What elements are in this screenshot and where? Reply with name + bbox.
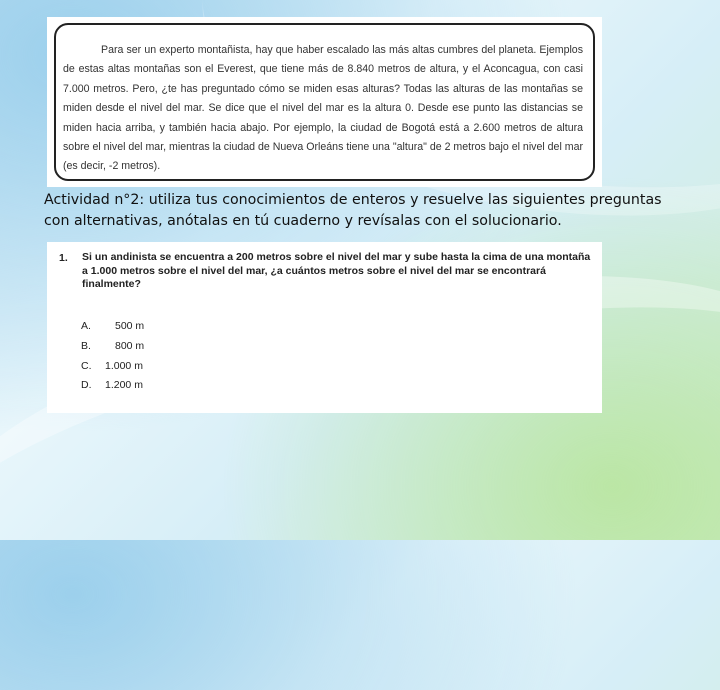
option-letter: B. xyxy=(81,340,91,352)
option-a xyxy=(81,320,175,332)
option-letter: D. xyxy=(81,379,92,391)
option-d xyxy=(81,379,165,391)
option-value: 500 m xyxy=(115,320,145,332)
option-letter: A. xyxy=(81,320,91,332)
activity-instructions: Actividad n°2: utiliza tus conocimientos de enteros y resuelve las siguientes preguntas con alternativas, anótalas en tú cuaderno y revísalas con el solucionario. xyxy=(44,192,662,229)
option-value: 800 m xyxy=(115,340,145,352)
option-b xyxy=(81,340,175,352)
option-c xyxy=(81,360,165,372)
question-image-panel xyxy=(47,242,602,413)
intro-paragraph: Para ser un experto montañista, hay que haber escalado las más altas cumbres del planeta. Ejemplos de estas altas montañas son el Everest, que tiene más de 8.840 metros de altura, y el Aconcagua, con casi 7.000 metros. Pero, ¿te has preguntado cómo se miden esas alturas? Todas las alturas de las montañas se miden desde el nivel del mar. Se dice que el nivel del mar es la altura 0. Desde ese punto las distancias se miden hacia arriba, y también hacia abajo. Por ejemplo, la ciudad de Bogotá está a 2.600 metros de altura sobre el nivel del mar, mientras la ciudad de Nueva Orleáns tiene una "altura" de 2 metros bajo el nivel del mar (es decir, -2 metros). xyxy=(63,44,583,173)
option-value: 1.200 m xyxy=(105,379,143,391)
question-text: Si un andinista se encuentra a 200 metros sobre el nivel del mar y sube hasta la cima de una montaña a 1.000 metros sobre el nivel del mar, ¿a cuántos metros sobre el nivel del mar se encontrará finalmente? xyxy=(82,251,591,290)
intro-image-panel xyxy=(47,17,602,187)
question-number: 1. xyxy=(59,252,68,264)
option-letter: C. xyxy=(81,360,92,372)
option-value: 1.000 m xyxy=(105,360,143,372)
